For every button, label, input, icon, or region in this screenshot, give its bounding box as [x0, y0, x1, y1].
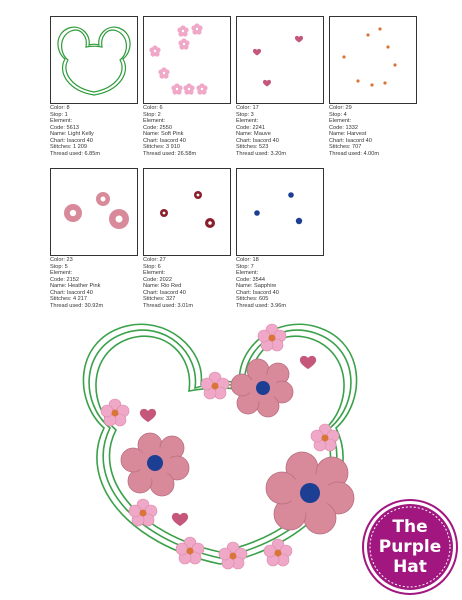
swatch-card	[329, 16, 417, 157]
swatch-name-text: Name: Harvest	[329, 131, 367, 137]
swatch-color-text: Color: 17	[236, 105, 259, 111]
swatch-color-text: Color: 23	[50, 257, 73, 263]
large-flowers-icon	[51, 169, 137, 255]
badge-line-purple: Purple	[378, 537, 442, 557]
swatch-card	[236, 168, 324, 309]
swatch-preview	[50, 16, 138, 104]
swatch-card	[143, 16, 231, 157]
embroidery-design-preview	[70, 308, 370, 588]
swatch-info	[143, 105, 231, 157]
large-flower-left	[121, 433, 189, 496]
hearts-icon	[237, 17, 323, 103]
swatch-code-text: Code: 2241	[236, 124, 265, 131]
swatch-card	[50, 16, 138, 157]
swatch-code-text: Code: 1332	[329, 124, 358, 131]
swatch-stop-text: Stop: 6	[143, 263, 161, 270]
swatch-thread-text: Thread used: 3.96m	[236, 302, 287, 309]
swatch-stitches-text: Stitches: 4 217	[50, 296, 88, 302]
swatch-code-text: Code: 2152	[50, 276, 79, 283]
small-flowers-icon	[144, 17, 230, 103]
swatch-element-text: Element:	[50, 118, 73, 124]
swatch-element-text: Element:	[329, 118, 352, 124]
swatch-info	[50, 257, 138, 309]
swatch-info	[329, 105, 417, 157]
swatch-code-text: Code: 2022	[143, 276, 172, 283]
swatch-stop-text: Stop: 2	[143, 111, 161, 118]
swatch-code-text: Code: 3544	[236, 276, 265, 283]
swatch-chart-text: Chart: Isacord 40	[236, 289, 279, 296]
swatch-name-text: Name: Sapphire	[236, 283, 277, 289]
swatch-preview	[143, 16, 231, 104]
swatch-element-text: Element:	[236, 270, 259, 276]
swatch-thread-text: Thread used: 3.20m	[236, 150, 287, 157]
swatch-chart-text: Chart: Isacord 40	[50, 289, 93, 296]
swatch-stitches-text: Stitches: 327	[143, 296, 176, 302]
swatch-chart-text: Chart: Isacord 40	[329, 137, 372, 144]
swatch-thread-text: Thread used: 6.85m	[50, 150, 101, 157]
swatch-code-text: Code: 5613	[50, 124, 79, 131]
purple-hat-logo	[360, 497, 460, 597]
flower-details-icon	[144, 169, 230, 255]
swatch-info	[236, 257, 324, 309]
swatch-color-text: Color: 29	[329, 105, 352, 111]
flower-dots-icon	[237, 169, 323, 255]
swatch-preview	[329, 16, 417, 104]
swatch-name-text: Name: Heather Pink	[50, 283, 101, 289]
heart-right	[300, 356, 316, 369]
badge-line-hat: Hat	[393, 557, 427, 577]
swatch-stop-text: Stop: 5	[50, 263, 68, 270]
mouse-head-outline-icon	[51, 17, 137, 103]
large-flower-right	[266, 452, 354, 534]
swatch-stitches-text: Stitches: 523	[236, 144, 269, 150]
swatch-stop-text: Stop: 3	[236, 111, 254, 118]
swatch-info	[236, 105, 324, 157]
swatch-color-text: Color: 27	[143, 257, 166, 263]
swatch-preview	[143, 168, 231, 256]
flower-centers-icon	[330, 17, 416, 103]
swatch-code-text: Code: 2550	[143, 124, 172, 131]
swatch-stitches-text: Stitches: 605	[236, 296, 269, 302]
swatch-preview	[236, 168, 324, 256]
swatch-name-text: Name: Soft Pink	[143, 131, 184, 137]
swatch-element-text: Element:	[143, 270, 166, 276]
swatch-thread-text: Thread used: 4.00m	[329, 150, 380, 157]
swatch-stop-text: Stop: 4	[329, 111, 347, 118]
swatch-chart-text: Chart: Isacord 40	[236, 137, 279, 144]
swatch-element-text: Element:	[236, 118, 259, 124]
swatch-thread-text: Thread used: 3.01m	[143, 302, 194, 309]
swatch-element-text: Element:	[143, 118, 166, 124]
swatch-info	[50, 105, 138, 157]
swatch-thread-text: Thread used: 30.92m	[50, 302, 104, 309]
swatch-color-text: Color: 8	[50, 105, 70, 111]
swatch-name-text: Name: Mauve	[236, 131, 271, 137]
swatch-stop-text: Stop: 7	[236, 263, 254, 270]
swatch-info	[143, 257, 231, 309]
swatch-card	[143, 168, 231, 309]
swatch-name-text: Name: Rio Red	[143, 283, 182, 289]
swatch-card	[50, 168, 138, 309]
swatch-color-text: Color: 18	[236, 257, 259, 263]
swatch-stitches-text: Stitches: 3 910	[143, 144, 181, 150]
swatch-stitches-text: Stitches: 1 209	[50, 144, 88, 150]
heart-left	[140, 409, 156, 422]
swatch-chart-text: Chart: Isacord 40	[143, 137, 186, 144]
swatch-preview	[50, 168, 138, 256]
swatch-thread-text: Thread used: 26.58m	[143, 150, 197, 157]
swatch-color-text: Color: 6	[143, 105, 163, 111]
swatch-stop-text: Stop: 1	[50, 111, 68, 118]
swatch-chart-text: Chart: Isacord 40	[50, 137, 93, 144]
swatch-preview	[236, 16, 324, 104]
swatch-stitches-text: Stitches: 707	[329, 144, 362, 150]
swatch-card	[236, 16, 324, 157]
swatch-chart-text: Chart: Isacord 40	[143, 289, 186, 296]
swatch-element-text: Element:	[50, 270, 73, 276]
badge-line-the: The	[392, 517, 428, 537]
swatch-name-text: Name: Light Kelly	[50, 131, 94, 137]
heart-bottom	[172, 513, 188, 526]
